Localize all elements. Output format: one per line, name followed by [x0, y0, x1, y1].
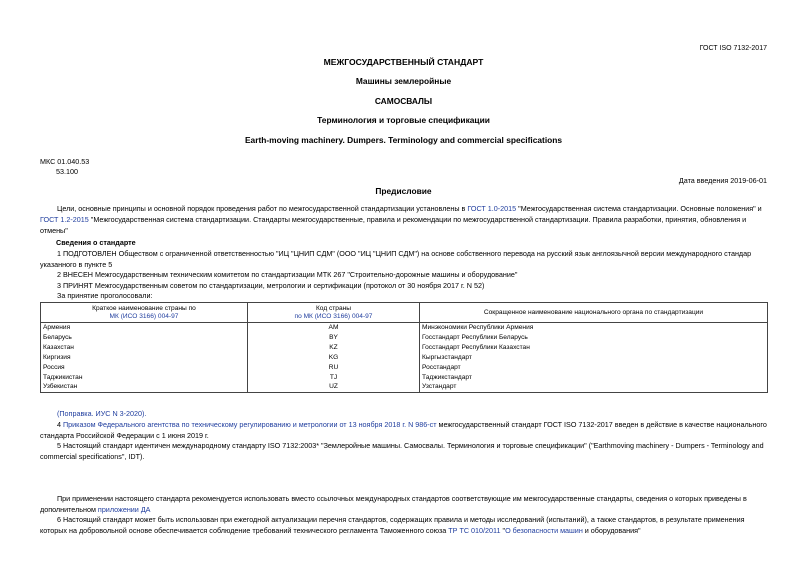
references-note-text: При применении настоящего стандарта рекомендуется использовать вместо ссылочных международных стандартов соответствующие им межгосударственные стандарты, сведения о которых приведены в дополнительном	[40, 494, 747, 514]
preface-text-c: "Межгосударственная система стандартизации. Стандарты межгосударственные, правила и рекомендации по межгосударственной стандартизации. Правила разработки, принятия, обновления и отмены"	[40, 215, 747, 235]
org-cell: Росстандарт	[420, 363, 768, 373]
org-cell: Кыргызстандарт	[420, 353, 768, 363]
country-cell: Беларусь	[41, 333, 248, 343]
gost-1-0-link[interactable]: ГОСТ 1.0-2015	[467, 204, 517, 213]
preface-paragraph	[40, 203, 768, 236]
item-3: 3 ПРИНЯТ Межгосударственным советом по стандартизации, метрологии и сертификации (протокол от 30 ноября 2017 г. N 52)	[57, 281, 485, 290]
org-cell: Минэкономики Республики Армения	[420, 323, 768, 333]
item-4-text: межгосударственный стандарт ГОСТ ISO 7132-2017 введен в действие в качестве национального стандарта Российской Федерации с 1 июня 2019 г.	[40, 420, 767, 440]
appendix-da-link[interactable]: приложении ДА	[97, 505, 151, 514]
code-cell: BY	[248, 333, 420, 343]
table-row	[41, 373, 768, 383]
code-cell: UZ	[248, 382, 420, 392]
item-4	[40, 419, 768, 441]
standard-type-title: МЕЖГОСУДАРСТВЕННЫЙ СТАНДАРТ	[323, 57, 484, 67]
preface-heading: Предисловие	[375, 186, 432, 196]
table-row	[41, 343, 768, 353]
code-cell: KZ	[248, 343, 420, 353]
col-code-header-line1: Код страны	[315, 304, 352, 312]
org-cell: Госстандарт Республики Беларусь	[420, 333, 768, 343]
product-title: САМОСВАЛЫ	[374, 96, 433, 106]
voting-table	[40, 302, 768, 393]
voted-label: За принятие проголосовали:	[57, 291, 153, 300]
machine-title: Машины землеройные	[355, 76, 452, 86]
item-5: 5 Настоящий стандарт идентичен международному стандарту ISO 7132:2003* "Землеройные машины. Самосвалы. Терминология и торговые спецификации" ("Earthmoving machinery - Dumpers - Terminology and commercial specifications", IDT).	[40, 441, 764, 461]
code-cell: AM	[248, 323, 420, 333]
org-cell: Таджикстандарт	[420, 373, 768, 383]
gost-1-2-link[interactable]: ГОСТ 1.2-2015	[40, 215, 89, 224]
amendment-link[interactable]: (Поправка. ИУС N 3-2020).	[57, 409, 147, 418]
country-cell: Казахстан	[41, 343, 248, 353]
col-country-header	[41, 303, 248, 323]
subject-en-title: Earth-moving machinery. Dumpers. Terminology and commercial specifications	[244, 135, 563, 145]
country-cell: Киргизия	[41, 353, 248, 363]
code-cell: KG	[248, 353, 420, 363]
country-cell: Таджикистан	[41, 373, 248, 383]
col-country-header-link[interactable]: МК (ИСО 3166) 004-97	[109, 312, 179, 320]
item-6-text-a: 6 Настоящий стандарт может быть использован при ежегодной актуализации перечня стандартов, содержащих правила и методы исследований (испытаний), а также стандартов, в результате применения которых на добровольной основе обеспечивается соблюдение требований технического регламента Таможенного союза	[40, 515, 745, 535]
table-row	[41, 363, 768, 373]
org-cell: Госстандарт Республики Казахстан	[420, 343, 768, 353]
machine-safety-link[interactable]: О безопасности машин	[505, 526, 583, 535]
item-6-text-b: и оборудования"	[582, 526, 641, 535]
item-6	[40, 514, 768, 536]
amendment-note	[40, 408, 768, 419]
preface-text-a: Цели, основные принципы и основной порядок проведения работ по межгосударственной стандартизации установлены в	[57, 204, 468, 213]
table-row	[41, 323, 768, 333]
tr-ts-link[interactable]: ТР ТС 010/2011	[448, 526, 501, 535]
org-cell: Узстандарт	[420, 382, 768, 392]
mks-code: МКС 01.040.53	[40, 157, 90, 166]
country-cell: Армения	[41, 323, 248, 333]
country-cell: Россия	[41, 363, 248, 373]
mks-code-2: 53.100	[56, 167, 78, 176]
subject-ru-title: Терминология и торговые спецификации	[317, 115, 490, 125]
references-note	[40, 493, 768, 515]
col-code-header	[248, 303, 420, 323]
intro-date: Дата введения 2019-06-01	[678, 176, 767, 185]
code-cell: RU	[248, 363, 420, 373]
code-cell: TJ	[248, 373, 420, 383]
table-row	[41, 353, 768, 363]
table-row	[41, 382, 768, 392]
order-link[interactable]: Приказом Федерального агентства по техническому регулированию и метрологии от 13 ноября 2018 г. N 986-ст	[63, 420, 437, 429]
item-2: 2 ВНЕСЕН Межгосударственным техническим комитетом по стандартизации МТК 267 "Строительно-дорожные машины и оборудование"	[57, 270, 518, 279]
col-code-header-link[interactable]: по МК (ИСО 3166) 004-97	[294, 312, 373, 320]
doc-number: ГОСТ ISO 7132-2017	[699, 45, 767, 52]
country-cell: Узбекистан	[41, 382, 248, 392]
col-country-header-line1: Краткое наименование страны по	[92, 304, 196, 312]
table-row	[41, 333, 768, 343]
preface-text-b: "Межгосударственная система стандартизации. Основные положения" и	[516, 204, 762, 213]
item-6-quote: "	[500, 526, 506, 535]
item-1: 1 ПОДГОТОВЛЕН Обществом с ограниченной ответственностью "ИЦ "ЦНИП СДМ" (ООО "ИЦ "ЦНИП СДМ") на основе собственного перевода на русский язык англоязычной версии международного стандар указанного в пункте 5	[40, 249, 752, 269]
col-org-header: Сокращенное наименование национального органа по стандартизации	[420, 303, 768, 323]
item-4-number: 4	[57, 420, 63, 429]
info-heading: Сведения о стандарте	[56, 238, 136, 247]
